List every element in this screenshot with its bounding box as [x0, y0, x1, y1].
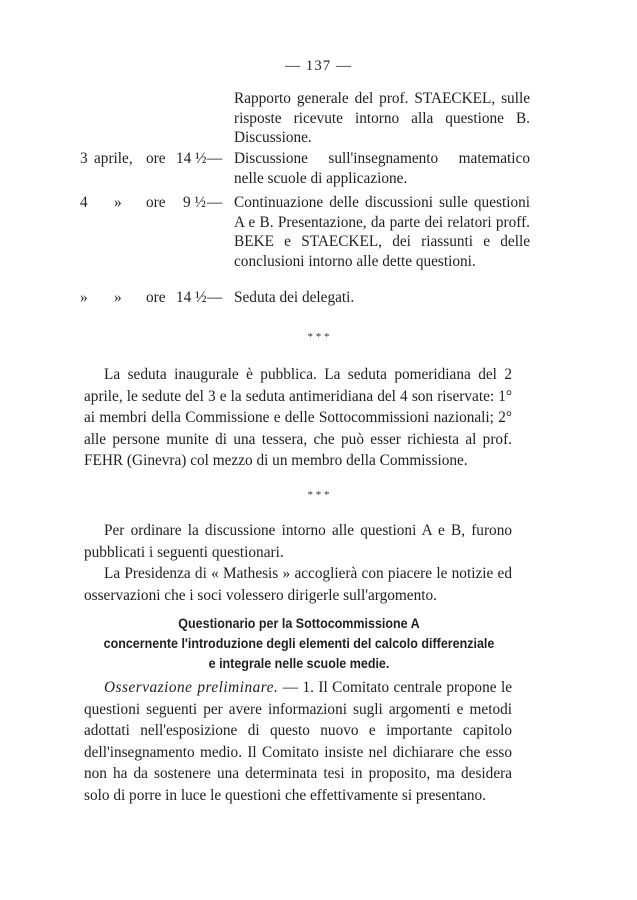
heading-line-1: Questionario per la Sottocommissione A [178, 616, 420, 631]
schedule-time-2: 14 ½ [176, 150, 207, 167]
schedule-dash-2: — [207, 150, 223, 167]
schedule-day-2: 3 [80, 150, 88, 167]
schedule-text-1: Rapporto generale del prof. STAECKEL, sulle risposte ricevute intorno alla questione B. Discussione. [234, 90, 530, 146]
paragraph-questionnaires-text: Per ordinare la discussione intorno alle questioni A e B, furono pubblicati i seguenti questionari. [84, 522, 512, 561]
schedule-mark-3: » [114, 194, 122, 211]
page-number: — 137 — [285, 58, 352, 74]
questionnaire-heading [101, 614, 497, 674]
schedule-ore-4: ore [146, 289, 166, 306]
schedule-ore-2: ore [146, 150, 166, 167]
schedule-row-3 [80, 193, 530, 271]
preliminary-observation [84, 677, 512, 806]
heading-line-3: e integrale nelle scuole medie. [208, 656, 390, 671]
schedule-day-4: » [80, 289, 88, 306]
schedule-text-2: Discussione sull'insegnamento matematico nelle scuole di applicazione. [234, 150, 530, 187]
observation-label: Osservazione preliminare. [104, 679, 279, 696]
section-separator-1: * * * [307, 331, 330, 343]
schedule-month-2: aprile, [94, 150, 133, 167]
paragraph-access-rules [84, 364, 512, 472]
schedule-row-1 [80, 89, 530, 148]
heading-line-2: concernente l'introduzione degli elementi del calcolo differenziale [103, 636, 495, 651]
paragraph-access-rules-text: La seduta inaugurale è pubblica. La seduta pomeridiana del 2 aprile, le sedute del 3 e la seduta antimeridiana del 4 son riservate: 1° ai membri della Commissione e delle Sottocommissioni nazionali; 2° alle persone munite di una tessera, che può esser richiesta al prof. FEHR (Ginevra) col mezzo di un membro della Commissione. [84, 366, 512, 469]
section-separator-2: * * * [307, 489, 330, 501]
schedule-text-3: Continuazione delle discussioni sulle questioni A e B. Presentazione, da parte dei relatori proff. BEKE e STAECKEL, dei riassunti e delle conclusioni intorno alle dette questioni. [234, 194, 530, 270]
observation-text: — 1. Il Comitato centrale propone le questioni seguenti per avere informazioni sugli argomenti e metodi adottati nell'esposizione di questo nuovo e importante capitolo dell'insegnamento medio. Il Comitato insiste nel dichiarare che esso non ha da sostenere una determinata tesi in proposito, ma desidera solo di porre in luce le questioni che effettivamente si presentano. [84, 679, 512, 804]
paragraph-questionnaires [84, 520, 512, 606]
schedule-time-3: 9 ½ [183, 194, 206, 211]
schedule-time-4: 14 ½ [176, 289, 207, 306]
schedule-dash-4: — [207, 289, 223, 306]
schedule-row-2 [80, 149, 530, 188]
schedule-text-4: Seduta dei delegati. [234, 289, 355, 306]
schedule-ore-3: ore [146, 194, 166, 211]
paragraph-mathesis-text: La Presidenza di « Mathesis » accoglierà con piacere le notizie ed osservazioni che i soci volessero dirigerle sull'argomento. [84, 565, 512, 604]
schedule-dash-3: — [207, 194, 223, 211]
schedule-day-3: 4 [80, 194, 88, 211]
schedule-row-4 [80, 288, 530, 308]
schedule-mark-4: » [114, 289, 122, 306]
